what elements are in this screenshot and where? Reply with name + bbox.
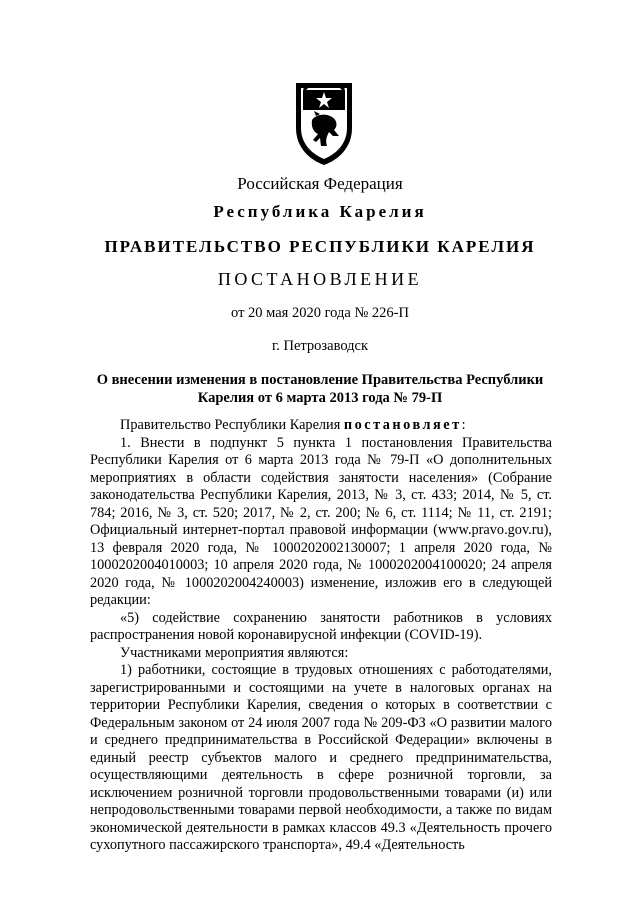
document-city: г. Петрозаводск [271,338,369,354]
karelia-coat-of-arms-icon [292,80,356,166]
document-type: ПОСТАНОВЛЕНИЕ [217,269,423,289]
paragraph-2: «5) содействие сохранению занятости работников в условиях распространения новой коронавирусной инфекции (COVID-19). [90,609,552,643]
intro-prefix: Правительство Республики Карелия [120,417,344,433]
republic-name: Республика Карелия [213,202,427,221]
resolution-intro [90,417,552,435]
paragraph-3: Участниками мероприятия являются: [120,644,349,661]
intro-suffix: : [461,417,466,433]
paragraph-4: 1) работники, состоящие в трудовых отношениях с работодателями, зарегистрированными и состоящими на учете в налоговых органах на территории Республики Карелия, сведения о которых в соответствии с Федеральным законом от 24 июля 2007 года № 209-ФЗ «О развитии малого и среднего предпринимательства в Российской Федерации» включены в единый реестр субъектов малого и среднего предпринимательства, осуществляющими деятельность в сфере розничной торговли, за исключением розничной торговли продовольственными товарами (и) или непродовольственными товарами первой необходимости, а также по видам экономической деятельности в рамках классов 49.3 «Деятельность прочего сухопутного пассажирского транспорта», 49.4 «Деятельность [90,662,552,853]
document-date-number: от 20 мая 2020 года № 226-П [231,305,409,321]
country-name: Российская Федерация [237,174,403,193]
paragraph-1: 1. Внести в подпункт 5 пункта 1 постановления Правительства Республики Карелия от 6 марта 2013 года № 79-П «О дополнительных мероприятиях в области содействия занятости населения» (Собрание законодательства Республики Карелия, 2013, № 3, ст. 433; 2014, № 5, ст. 784; 2016, № 3, ст. 520; 2017, № 2, ст. 200; № 6, ст. 1114; № 11, ст. 2191; Официальный интернет-портал правовой информации (www.pravo.gov.ru), 13 февраля 2020 года, № 1000202002130007; 1 апреля 2020 года, № 1000202004010003; 10 апреля 2020 года, № 1000202004100020; 24 апреля 2020 года, № 1000202004240003) изменение, изложив его в следующей редакции: [90,434,552,608]
document-body [90,417,552,855]
government-name: ПРАВИТЕЛЬСТВО РЕСПУБЛИКИ КАРЕЛИЯ [104,237,536,256]
document-title: О внесении изменения в постановление Правительства Республики Карелия от 6 марта 2013 года № 79-П [96,372,544,406]
resolution-keyword: постановляет [343,417,462,433]
